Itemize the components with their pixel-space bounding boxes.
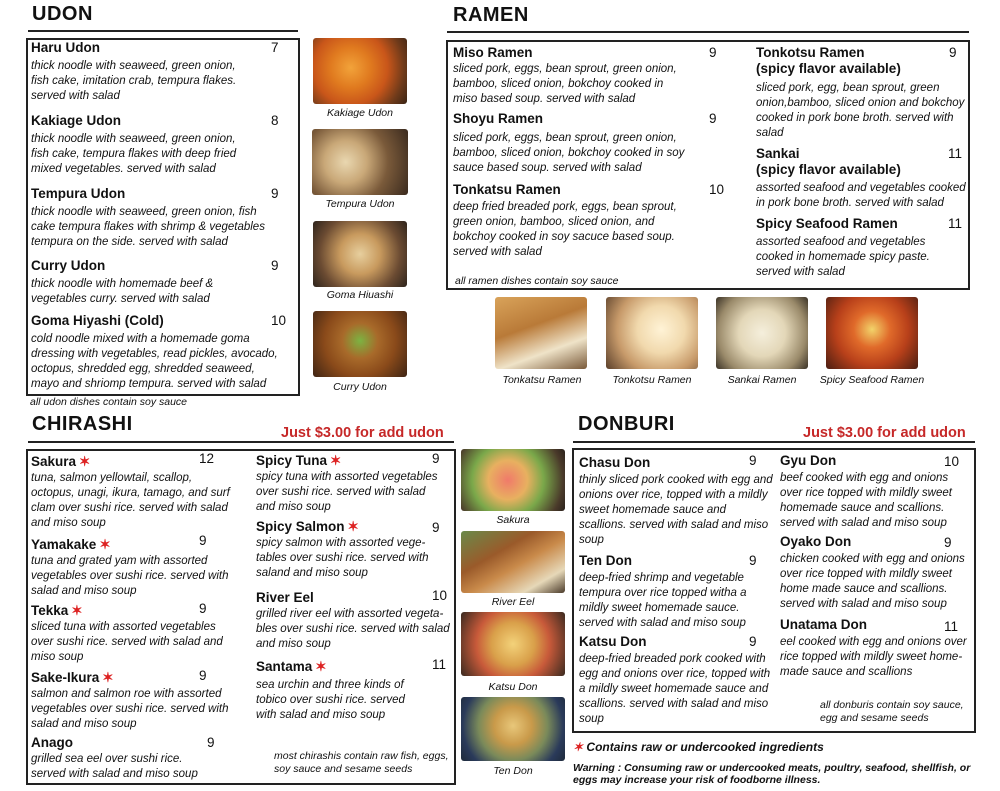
item-desc: sliced pork, eggs, bean sprout, green onion, bamboo, sliced onion, bokchoy cooked in miso based soup. served with salad	[453, 63, 677, 105]
item-name: Miso Ramen	[453, 45, 533, 60]
udon-item	[31, 40, 293, 104]
udon-item	[31, 313, 293, 392]
item-price: 10	[709, 182, 725, 197]
item-desc: thinly sliced pork cooked with egg and onions over rice, topped with a mildly sweet homemade sauce and scallions. served with salad and miso soup	[579, 474, 773, 546]
item-price: 11	[948, 146, 963, 161]
item-price: 9	[432, 451, 440, 466]
chirashi-item	[31, 451, 246, 531]
item-price: 11	[948, 216, 963, 231]
kakiage-udon-photo	[313, 38, 407, 104]
chirashi-rule	[28, 441, 454, 443]
udon-title: UDON	[32, 3, 93, 25]
item-desc: grilled river eel with assorted vegeta- bles over sushi rice. served with salad and miso soup	[256, 608, 450, 650]
raw-star-icon: ✶	[330, 453, 342, 468]
chirashi-item	[31, 735, 246, 782]
udon-item	[31, 258, 293, 307]
item-name	[256, 659, 451, 675]
donburi-item	[780, 534, 970, 612]
item-name: Tonkatsu Ramen	[453, 182, 561, 197]
chirashi-item	[31, 603, 246, 665]
item-desc: chicken cooked with egg and onions over rice topped with mildly sweet home made sauce and scallions. served with salad and miso soup	[780, 553, 965, 610]
item-name: Anago	[31, 735, 73, 750]
item-price: 11	[432, 657, 447, 672]
raw-legend	[573, 740, 824, 754]
chirashi-note: most chirashis contain raw fish, eggs, soy sauce and sesame seeds	[274, 750, 449, 775]
item-price: 9	[271, 258, 279, 273]
photo-caption: Sakura	[496, 514, 530, 526]
item-desc: thick noodle with homemade beef & vegetables curry. served with salad	[31, 278, 214, 305]
item-desc: sliced pork, egg, bean sprout, green onion,bamboo, sliced onion and bokchoy cooked in pork bone broth. served with salad	[756, 82, 965, 139]
ramen-item	[453, 182, 728, 260]
item-name	[256, 453, 451, 469]
item-name: Sankai	[756, 146, 800, 161]
tonkotsu-ramen-photo	[606, 297, 698, 369]
ramen-rule	[447, 31, 969, 33]
item-price: 9	[749, 453, 757, 468]
item-name-text: Santama	[256, 659, 313, 674]
raw-star-icon: ✶	[71, 603, 83, 618]
item-price: 7	[271, 40, 279, 55]
chirashi-promo: Just $3.00 for add udon	[281, 425, 444, 441]
item-desc: assorted seafood and vegetables cooked in pork bone broth. served with salad	[756, 182, 966, 209]
item-name-text: Sake-Ikura	[31, 670, 100, 685]
udon-rule	[28, 30, 298, 32]
donburi-item	[780, 617, 970, 680]
donburi-rule	[573, 441, 975, 443]
curry-udon-photo	[313, 311, 407, 377]
river-eel-photo	[461, 531, 565, 593]
item-desc: deep-fried shrimp and vegetable tempura over rice topped witha a mildly sweet homemade sauce. served with salad and miso soup	[579, 572, 747, 629]
item-desc: grilled sea eel over sushi rice. served with salad and miso soup	[31, 753, 198, 780]
item-name: Katsu Don	[579, 634, 647, 649]
item-price: 9	[199, 668, 207, 683]
ramen-item	[453, 45, 718, 107]
item-name: Gyu Don	[780, 453, 837, 468]
item-desc: tuna, salmon yellowtail, scallop, octopus, unagi, ikura, tamago, and surf clam over sushi rice. served with salad and miso soup	[31, 472, 230, 529]
donburi-promo: Just $3.00 for add udon	[803, 425, 966, 441]
sankai-ramen-photo	[716, 297, 808, 369]
photo-caption: River Eel	[491, 596, 535, 608]
chirashi-item	[256, 519, 451, 581]
donburi-item	[579, 553, 769, 631]
health-warning: Warning : Consuming raw or undercooked meats, poultry, seafood, shellfish, or eggs may increase your risk of foodborne illness.	[573, 762, 971, 786]
photo-caption: Ten Don	[493, 765, 533, 777]
udon-note: all udon dishes contain soy sauce	[30, 396, 188, 408]
item-name: Unatama Don	[780, 617, 868, 632]
raw-star-icon: ✶	[102, 670, 114, 685]
chirashi-item	[256, 453, 451, 515]
item-price: 9	[199, 533, 207, 548]
item-name: Spicy Seafood Ramen	[756, 216, 898, 231]
item-name: Kakiage Udon	[31, 113, 122, 128]
item-name	[31, 603, 246, 619]
item-name: Tempura Udon	[31, 186, 126, 201]
item-price: 9	[749, 634, 757, 649]
raw-star-icon: ✶	[315, 659, 327, 674]
item-desc: assorted seafood and vegetables cooked in homemade spicy paste. served with salad	[756, 236, 930, 278]
udon-item	[31, 113, 293, 177]
item-name-text: Tekka	[31, 603, 69, 618]
item-name: Haru Udon	[31, 40, 100, 55]
item-price: 9	[199, 601, 207, 616]
item-name: Tonkotsu Ramen	[756, 45, 865, 60]
ramen-item	[453, 111, 718, 176]
ten-don-photo	[461, 697, 565, 761]
photo-caption: Tonkotsu Ramen	[612, 374, 692, 386]
item-desc: thick noodle with seaweed, green onion, fish cake, imitation crab, tempura flakes. served with salad	[31, 60, 237, 102]
spicy-seafood-ramen-photo	[826, 297, 918, 369]
photo-caption: Katsu Don	[488, 681, 538, 693]
item-price: 10	[944, 454, 960, 469]
item-name: Ten Don	[579, 553, 632, 568]
goma-hiyashi-photo	[313, 221, 407, 287]
item-desc: thick noodle with seaweed, green onion, fish cake, tempura flakes with deep fried mixed vegetables. served with salad	[31, 133, 237, 175]
tempura-udon-photo	[312, 129, 408, 195]
legend-text: Contains raw or undercooked ingredients	[586, 740, 824, 754]
ramen-item	[756, 216, 966, 280]
item-price: 9	[432, 520, 440, 535]
item-name: Curry Udon	[31, 258, 106, 273]
item-desc: eel cooked with egg and onions over rice topped with mildly sweet home- made sauce and scallions	[780, 636, 967, 678]
item-price: 8	[271, 113, 279, 128]
item-price: 9	[944, 535, 952, 550]
udon-item	[31, 186, 293, 250]
item-desc: thick noodle with seaweed, green onion, fish cake tempura flakes with shrimp & vegetables tempura on the side. served with salad	[31, 206, 265, 248]
donburi-item	[780, 453, 970, 531]
item-desc: deep-fried breaded pork cooked with egg and onions over rice, topped with a mildly sweet homemade sauce and scallions. served with salad and miso soup	[579, 653, 771, 725]
donburi-item	[579, 453, 773, 548]
photo-caption: Spicy Seafood Ramen	[819, 374, 925, 386]
item-name: Chasu Don	[579, 455, 651, 470]
item-desc: spicy tuna with assorted vegetables over sushi rice. served with salad and miso soup	[256, 471, 438, 513]
raw-star-icon: ✶	[99, 537, 111, 552]
item-price: 9	[709, 111, 717, 126]
donburi-item	[579, 634, 769, 727]
item-desc: salmon and salmon roe with assorted vegetables over sushi rice. served with salad and miso soup	[31, 688, 229, 730]
item-price: 9	[207, 735, 215, 750]
item-name-text: Spicy Salmon	[256, 519, 345, 534]
item-price: 10	[271, 313, 287, 328]
item-desc: sliced tuna with assorted vegetables over sushi rice. served with salad and miso soup	[31, 621, 223, 663]
item-name-text: Sakura	[31, 454, 77, 469]
ramen-item	[756, 45, 966, 141]
item-desc: tuna and grated yam with assorted vegetables over sushi rice. served with salad and miso soup	[31, 555, 229, 597]
item-price: 9	[271, 186, 279, 201]
chirashi-item	[31, 670, 246, 732]
item-name: Shoyu Ramen	[453, 111, 544, 126]
photo-caption: Curry Udon	[333, 381, 387, 393]
photo-caption: Tempura Udon	[325, 198, 395, 210]
item-price: 9	[709, 45, 717, 60]
photo-caption: Sankai Ramen	[727, 374, 797, 386]
raw-star-icon: ✶	[573, 740, 584, 754]
chirashi-item	[31, 533, 246, 599]
katsu-don-photo	[461, 612, 565, 676]
item-name	[31, 537, 246, 553]
ramen-item	[756, 146, 966, 211]
item-name	[31, 670, 246, 686]
item-desc: sliced pork, eggs, bean sprout, green onion, bamboo, sliced onion, bokchoy cooked in soy sauce based soup. served with salad	[453, 132, 685, 174]
item-price: 9	[949, 45, 957, 60]
item-name-note: (spicy flavor available)	[756, 61, 901, 76]
photo-caption: Goma Hiuashi	[326, 289, 394, 301]
item-price: 11	[944, 619, 959, 634]
item-name: River Eel	[256, 590, 314, 605]
donburi-note: all donburis contain soy sauce, egg and sesame seeds	[820, 699, 964, 724]
item-name-text: Yamakake	[31, 537, 97, 552]
item-price: 12	[199, 451, 215, 466]
chirashi-title: CHIRASHI	[32, 413, 133, 435]
item-desc: beef cooked with egg and onions over rice topped with mildly sweet homemade sauce and scallions. served with salad and miso soup	[780, 472, 952, 529]
ramen-note: all ramen dishes contain soy sauce	[455, 275, 619, 287]
item-price: 9	[749, 553, 757, 568]
item-desc: cold noodle mixed with a homemade goma dressing with vegetables, read pickles, avocado, octopus, shredded egg, shredded seaweed, mayo and shriomp tempura. served with salad	[31, 333, 278, 390]
tonkatsu-ramen-photo	[495, 297, 587, 369]
raw-star-icon: ✶	[79, 454, 91, 469]
item-price: 10	[432, 588, 448, 603]
chirashi-item	[256, 659, 451, 723]
item-desc: sea urchin and three kinds of tobico over sushi rice. served with salad and miso soup	[256, 679, 405, 721]
photo-caption: Tonkatsu Ramen	[502, 374, 582, 386]
item-name-text: Spicy Tuna	[256, 453, 328, 468]
item-desc: spicy salmon with assorted vege- tables over sushi rice. served with saland and miso soup	[256, 537, 429, 579]
item-name: Goma Hiyashi (Cold)	[31, 313, 164, 328]
raw-star-icon: ✶	[347, 519, 359, 534]
chirashi-item	[256, 590, 451, 652]
ramen-title: RAMEN	[453, 4, 529, 26]
sakura-photo	[461, 449, 565, 511]
donburi-title: DONBURI	[578, 413, 675, 435]
item-name	[256, 519, 451, 535]
photo-caption: Kakiage Udon	[327, 107, 393, 119]
item-name-note: (spicy flavor available)	[756, 162, 901, 177]
item-desc: deep fried breaded pork, eggs, bean sprout, green onion, bamboo, sliced onion, and bokchoy cooked in soy sacuce based soup. served with salad	[453, 201, 677, 258]
item-name: Oyako Don	[780, 534, 852, 549]
